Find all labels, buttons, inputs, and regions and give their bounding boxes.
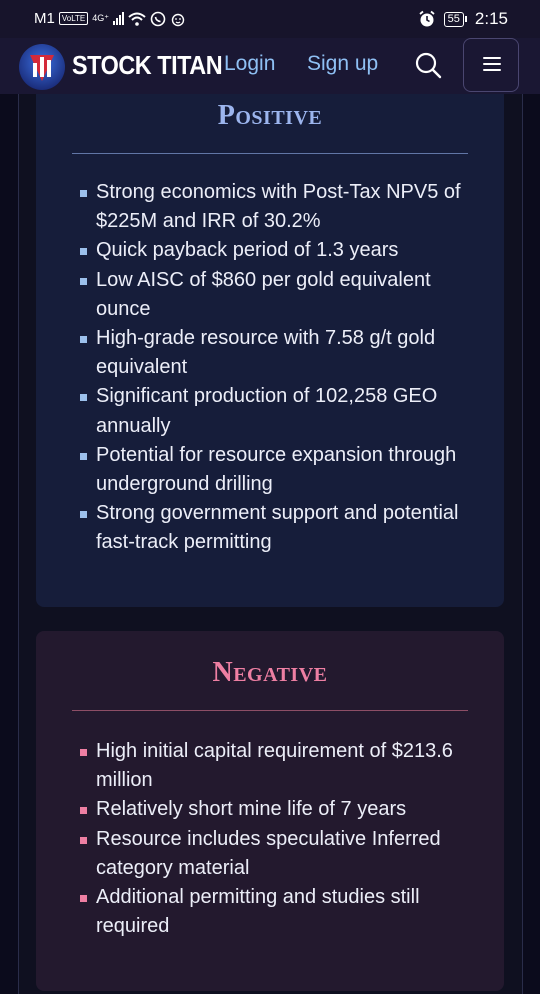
list-item: Relatively short mine life of 7 years: [80, 795, 485, 824]
list-item: Low AISC of $860 per gold equivalent ounce: [80, 266, 485, 324]
negative-card: [36, 631, 504, 991]
negative-list: [80, 737, 485, 941]
stock-titan-logo[interactable]: [18, 43, 66, 91]
list-item: Significant production of 102,258 GEO annually: [80, 382, 485, 440]
wifi-icon: [128, 12, 146, 26]
bullet-icon: [80, 511, 87, 518]
list-item: Quick payback period of 1.3 years: [80, 236, 485, 265]
carrier-label: M1: [34, 10, 55, 27]
whatsapp-icon: [150, 11, 166, 27]
list-item: Resource includes speculative Inferred category material: [80, 825, 485, 883]
face-icon: [170, 11, 186, 27]
signal-icon: [113, 12, 124, 25]
top-nav: [0, 38, 540, 94]
menu-button[interactable]: [463, 38, 519, 92]
list-item: Potential for resource expansion through underground drilling: [80, 441, 485, 499]
hamburger-icon: [483, 56, 501, 72]
list-item: Strong economics with Post-Tax NPV5 of $225M and IRR of 30.2%: [80, 178, 485, 236]
positive-divider: [72, 153, 468, 154]
positive-card: [36, 94, 504, 607]
bullet-icon: [80, 336, 87, 343]
bullet-icon: [80, 394, 87, 401]
bullet-icon: [80, 837, 87, 844]
bullet-icon: [80, 749, 87, 756]
negative-divider: [72, 710, 468, 711]
negative-title: Negative: [212, 657, 328, 688]
bullet-icon: [80, 190, 87, 197]
signup-link[interactable]: Sign up: [307, 52, 379, 75]
search-icon[interactable]: [414, 51, 442, 79]
positive-list: [80, 178, 485, 558]
brand-name[interactable]: STOCK TITAN: [72, 50, 223, 80]
list-item: Additional permitting and studies still required: [80, 883, 485, 941]
network-label: 4G⁺: [92, 13, 110, 23]
bullet-icon: [80, 807, 87, 814]
status-bar: [0, 0, 540, 38]
alarm-icon: [418, 10, 436, 28]
list-item: High-grade resource with 7.58 g/t gold equivalent: [80, 324, 485, 382]
battery-icon: 55: [444, 12, 467, 27]
clock: 2:15: [474, 9, 508, 28]
volte-icon: VoLTE: [59, 12, 88, 25]
bullet-icon: [80, 248, 87, 255]
list-item: Strong government support and potential fast-track permitting: [80, 499, 485, 557]
bullet-icon: [80, 453, 87, 460]
login-link[interactable]: Login: [224, 52, 276, 75]
list-item: High initial capital requirement of $213.6 million: [80, 737, 485, 795]
bullet-icon: [80, 278, 87, 285]
positive-title: Positive: [217, 100, 323, 131]
bullet-icon: [80, 895, 87, 902]
